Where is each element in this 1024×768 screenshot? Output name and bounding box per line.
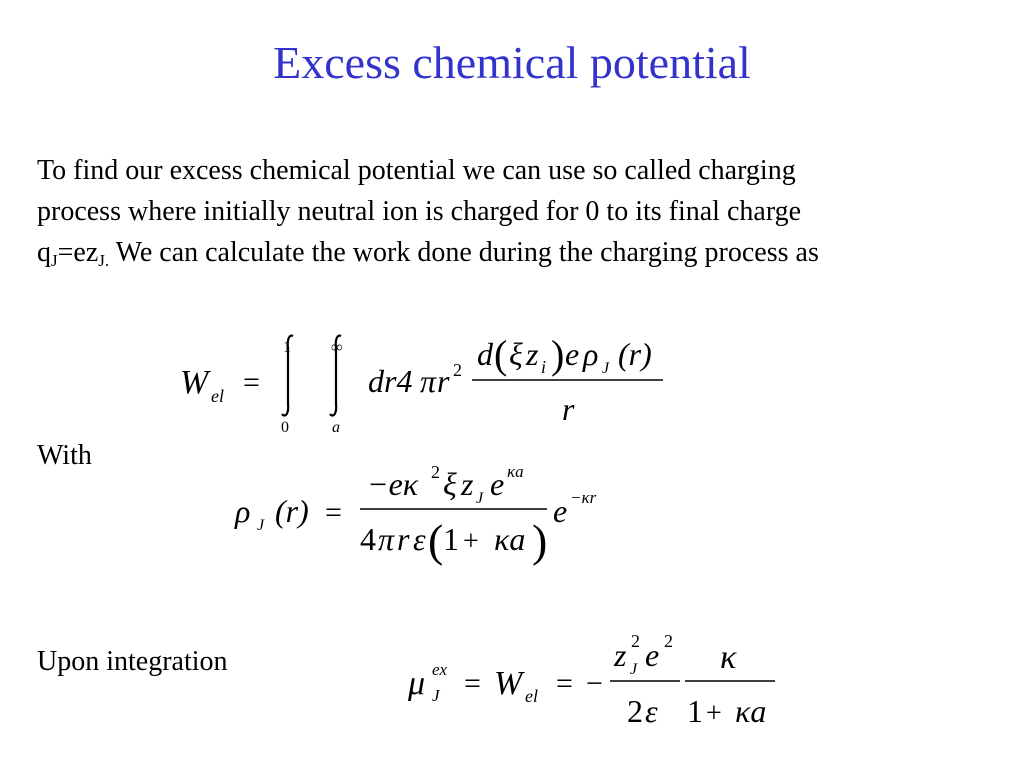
denominator-r: r — [562, 391, 575, 427]
mu-num-J: J — [630, 661, 638, 678]
rho-tail-exp: −κr — [570, 488, 597, 507]
integrand-dr4: dr4 — [368, 363, 413, 399]
mu-superscript: ex — [432, 660, 448, 679]
mu-den2-ka: κa — [735, 693, 767, 729]
mu-num-e: e — [645, 637, 660, 673]
num-sub-i: i — [541, 357, 547, 377]
rho-symbol: ρ — [235, 493, 251, 529]
mu-den-2: 2 — [627, 693, 643, 729]
integral-1-upper: 1 — [283, 339, 291, 356]
num-sub-J: J — [602, 360, 610, 377]
integrand-square: 2 — [453, 360, 462, 380]
rho-den-plus: + — [463, 526, 479, 557]
num-d: d — [477, 336, 493, 372]
rho-num-main: −eκ — [367, 466, 419, 502]
paragraph-sub-1: J — [51, 251, 58, 270]
mu-num-e-square: 2 — [664, 631, 673, 651]
mu-subscript: J — [432, 686, 440, 705]
rho-equals: = — [325, 496, 342, 529]
mu-equals-1: = — [464, 667, 481, 700]
rho-subscript: J — [257, 517, 265, 534]
integral-1-lower: 0 — [281, 419, 289, 436]
paragraph-text-3: We can calculate the work done during the charging process as — [109, 237, 819, 268]
mu-den2-plus: + — [706, 698, 722, 729]
mu-symbol: μ — [408, 665, 426, 702]
rho-den-4: 4 — [360, 521, 376, 557]
rho-den-1: 1 — [443, 521, 459, 557]
rho-num-square: 2 — [431, 462, 440, 482]
integral-2-upper: ∞ — [331, 339, 343, 356]
rho-argument: (r) — [275, 493, 309, 529]
rho-den-r: r — [397, 521, 410, 557]
integrand-pi: π — [420, 363, 437, 399]
rho-den-pi: π — [378, 521, 395, 557]
mu-W-subscript: el — [525, 686, 538, 706]
mu-den2-1: 1 — [687, 693, 703, 729]
mu-den-eps: ε — [645, 693, 658, 729]
with-label: With — [37, 440, 92, 471]
rho-num-zsub: J — [476, 490, 484, 507]
w-symbol: W — [180, 364, 209, 401]
paren-close: ) — [551, 332, 565, 377]
mu-W: W — [494, 665, 523, 702]
paragraph-sub-2: J. — [98, 251, 110, 270]
integral-2-lower: a — [332, 419, 340, 436]
w-subscript: el — [211, 386, 224, 406]
rho-tail-e: e — [553, 493, 568, 529]
upon-integration-label: Upon integration — [37, 646, 228, 677]
num-r: (r) — [618, 336, 652, 372]
rho-den-paren-close: ) — [532, 515, 548, 566]
mu-num-z: z — [614, 637, 627, 673]
rho-num-z: z — [461, 466, 474, 502]
slide-title: Excess chemical potential — [273, 37, 751, 88]
rho-num-exp: κa — [507, 462, 524, 481]
rho-den-paren-open: ( — [428, 515, 444, 566]
w-equals: = — [243, 366, 260, 399]
num-z: z — [526, 336, 539, 372]
mu-minus: − — [586, 667, 603, 700]
mu-equals-2: = — [556, 667, 573, 700]
rho-num-xi: ξ — [443, 466, 457, 502]
paragraph-text-2: =ez — [57, 237, 99, 268]
paren-open: ( — [494, 332, 508, 377]
integrand-r: r — [437, 363, 450, 399]
rho-num-e: e — [490, 466, 505, 502]
mu-num-z-square: 2 — [631, 631, 640, 651]
num-rho: ρ — [583, 336, 599, 372]
num-e: e — [565, 336, 580, 372]
paragraph-text-1: To find our excess chemical potential we can use so called charging process where initially neutral ion is charged for 0 to its final charge q — [37, 155, 802, 268]
rho-den-eps: ε — [413, 521, 426, 557]
num-xi: ξ — [509, 336, 523, 372]
mu-kappa: κ — [720, 639, 737, 676]
rho-den-ka: κa — [494, 521, 526, 557]
